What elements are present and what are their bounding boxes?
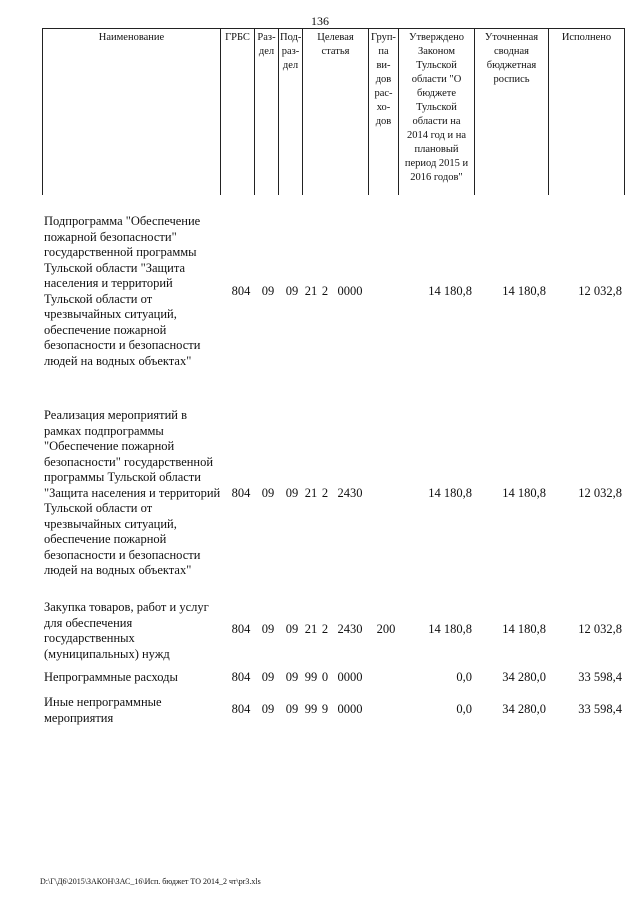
cell-cs-subprogram: 2: [321, 622, 329, 636]
cell-ispolneno: 33 598,4: [578, 702, 622, 716]
cell-cs-subprogram: 9: [321, 702, 329, 716]
cell-razdel: 09: [261, 670, 275, 684]
cell-utochnennaya: 34 280,0: [502, 670, 546, 684]
cell-cs-program: 21: [304, 622, 318, 636]
header-celevaya-statya: Целевая статья: [303, 29, 369, 196]
cell-podrazdel: 09: [285, 284, 299, 298]
cell-cs-subprogram: 2: [321, 486, 329, 500]
table-header: [42, 28, 625, 195]
row-name: Непрограммные расходы: [44, 670, 178, 684]
cell-utochnennaya: 14 180,8: [502, 622, 546, 636]
cell-razdel: 09: [261, 284, 275, 298]
cell-cs-program: 21: [304, 486, 318, 500]
cell-razdel: 09: [261, 702, 275, 716]
cell-utverzhdeno: 14 180,8: [428, 284, 472, 298]
cell-cs-code: 0000: [337, 284, 363, 298]
cell-cs-subprogram: 2: [321, 284, 329, 298]
header-utochnennaya: Уточненная сводная бюджетная роспись: [475, 29, 549, 196]
header-grbs: ГРБС: [221, 29, 255, 196]
row-name: Иные непрограммные мероприятия: [44, 695, 162, 725]
cell-utverzhdeno: 0,0: [456, 702, 472, 716]
header-podrazdel: Под- раз- дел: [279, 29, 303, 196]
cell-cs-program: 99: [304, 702, 318, 716]
cell-cs-code: 0000: [337, 670, 363, 684]
cell-utverzhdeno: 0,0: [456, 670, 472, 684]
row-name: Реализация мероприятий в рамках подпрограммы "Обеспечение пожарной безопасности" государственной программы Тульской области "Защита населения и территорий Тульской области от чрезвычайных ситуаций, обеспечение пожарной безопасности и безопасности людей на водных объектах": [44, 408, 221, 577]
header-razdel: Раз- дел: [255, 29, 279, 196]
page-number: 136: [311, 14, 329, 28]
cell-razdel: 09: [261, 486, 275, 500]
header-name: Наименование: [43, 29, 221, 196]
cell-grbs: 804: [231, 670, 251, 684]
header-gruppa: Груп- па ви- дов рас- хо- дов: [369, 29, 399, 196]
cell-razdel: 09: [261, 622, 275, 636]
cell-ispolneno: 12 032,8: [578, 486, 622, 500]
cell-ispolneno: 33 598,4: [578, 670, 622, 684]
cell-cs-subprogram: 0: [321, 670, 329, 684]
cell-gruppa: 200: [376, 622, 396, 636]
cell-utverzhdeno: 14 180,8: [428, 486, 472, 500]
cell-grbs: 804: [231, 486, 251, 500]
cell-cs-code: 2430: [337, 622, 363, 636]
header-utverzhdeno: Утверждено Законом Тульской области "О бюджете Тульской области на 2014 год и на плановый период 2015 и 2016 годов": [399, 29, 475, 196]
cell-cs-program: 21: [304, 284, 318, 298]
cell-podrazdel: 09: [285, 670, 299, 684]
cell-utverzhdeno: 14 180,8: [428, 622, 472, 636]
cell-podrazdel: 09: [285, 702, 299, 716]
cell-grbs: 804: [231, 702, 251, 716]
cell-grbs: 804: [231, 622, 251, 636]
cell-ispolneno: 12 032,8: [578, 284, 622, 298]
cell-cs-code: 2430: [337, 486, 363, 500]
cell-cs-code: 0000: [337, 702, 363, 716]
cell-utochnennaya: 14 180,8: [502, 486, 546, 500]
cell-podrazdel: 09: [285, 486, 299, 500]
row-name: Подпрограмма "Обеспечение пожарной безопасности" государственной программы Тульской области "Защита населения и территорий Тульской области от чрезвычайных ситуаций, обеспечение пожарной безопасности и безопасности людей на водных объектах": [44, 214, 201, 368]
row-name: Закупка товаров, работ и услуг для обеспечения государственных (муниципальных) нужд: [44, 600, 209, 661]
footer-file-path: D:\Г\Д6\2015\ЗАКОН\ЗАС_16\Исп. бюджет ТО 2014_2 чт\pr3.xls: [40, 877, 261, 886]
cell-ispolneno: 12 032,8: [578, 622, 622, 636]
cell-utochnennaya: 14 180,8: [502, 284, 546, 298]
header-ispolneno: Исполнено: [549, 29, 625, 196]
cell-grbs: 804: [231, 284, 251, 298]
cell-utochnennaya: 34 280,0: [502, 702, 546, 716]
cell-cs-program: 99: [304, 670, 318, 684]
cell-podrazdel: 09: [285, 622, 299, 636]
